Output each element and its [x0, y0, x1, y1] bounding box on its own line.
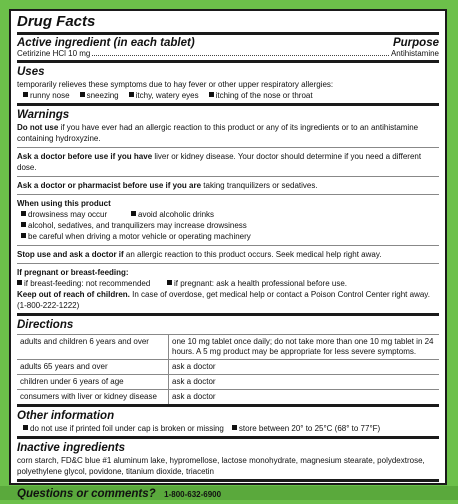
stop-use-text: [17, 245, 439, 263]
bullet-icon: [21, 233, 26, 238]
bullet-icon: [129, 92, 134, 97]
directions-heading: Directions: [17, 319, 74, 331]
directions-section: [17, 313, 439, 404]
bullet-icon: [209, 92, 214, 97]
list-item: drowsiness may occur: [28, 210, 108, 219]
bullet-icon: [23, 425, 28, 430]
bullet-icon: [232, 425, 237, 430]
questions-heading: Questions or comments?: [17, 488, 156, 500]
active-ingredient-heading: Active ingredient (in each tablet): [17, 37, 195, 49]
inactive-ingredients-heading: Inactive ingredients: [17, 442, 126, 454]
dosage-group: children under 6 years of age: [17, 375, 169, 390]
questions-section: [17, 479, 439, 504]
ask-pharmacist-body: taking tranquilizers or sedatives.: [201, 181, 318, 190]
keep-out-label: Keep out of reach of children.: [17, 290, 130, 299]
dosage-instruction: one 10 mg tablet once daily; do not take more than one 10 mg tablet in 24 hours. A 5 mg product may be appropriate for less severe symptoms.: [169, 335, 440, 360]
purpose-heading: Purpose: [392, 37, 439, 49]
bullet-icon: [167, 280, 172, 285]
ask-pharmacist-label: Ask a doctor or pharmacist before use if you are: [17, 181, 202, 190]
stop-use-label: Stop use and ask a doctor if: [17, 250, 124, 259]
table-row: [17, 335, 439, 360]
ask-doctor-text: [17, 147, 439, 176]
table-row: [17, 360, 439, 375]
do-not-use-label: Do not use: [17, 123, 59, 132]
inactive-ingredients-section: [17, 436, 439, 479]
ask-pharmacist-text: [17, 176, 439, 194]
bullet-icon: [131, 211, 136, 216]
list-item: if breast-feeding: not recommended: [24, 279, 151, 288]
other-information-section: [17, 404, 439, 436]
purpose-value: Antihistamine: [390, 49, 439, 58]
list-item: be careful when driving a motor vehicle or operating machinery: [28, 232, 251, 241]
bullet-icon: [17, 280, 22, 285]
stop-use-body: an allergic reaction to this product occurs. Seek medical help right away.: [123, 250, 382, 259]
dosage-instruction: ask a doctor: [169, 390, 440, 405]
list-item: if pregnant: ask a health professional before use.: [174, 279, 347, 288]
active-ingredient-name: Cetirizine HCl 10 mg: [17, 49, 91, 58]
list-item: do not use if printed foil under cap is broken or missing: [30, 424, 224, 433]
when-using-label: When using this product: [17, 199, 111, 208]
bullet-icon: [23, 92, 28, 97]
table-row: [17, 390, 439, 405]
drug-facts-title: Drug Facts: [17, 13, 96, 30]
list-item: itching of the nose or throat: [215, 91, 313, 100]
questions-phone: 1-800-632-6900: [164, 490, 222, 499]
do-not-use-body: if you have ever had an allergic reaction to this product or any of its ingredients or to an antihistamine containing hydroxyzine.: [17, 123, 419, 143]
keep-out-text: [17, 289, 439, 311]
uses-heading: Uses: [17, 66, 45, 78]
list-item: avoid alcoholic drinks: [138, 210, 215, 219]
list-item: runny nose: [30, 91, 70, 100]
other-information-heading: Other information: [17, 410, 115, 422]
dot-leader: [92, 55, 389, 56]
dosage-group: consumers with liver or kidney disease: [17, 390, 169, 405]
dosage-group: adults and children 6 years and over: [17, 335, 169, 360]
bullet-icon: [80, 92, 85, 97]
list-item: itchy, watery eyes: [135, 91, 199, 100]
inactive-ingredients-text: corn starch, FD&C blue #1 aluminum lake, hypromellose, lactose monohydrate, magnesium stearate, polydextrose, polyethylene glycol, povidone, titanium dioxide, triacetin: [17, 456, 425, 476]
do-not-use-text: [17, 122, 439, 147]
list-item: alcohol, sedatives, and tranquilizers may increase drowsiness: [28, 221, 247, 230]
pregnancy-block: [17, 263, 439, 313]
dosage-group: adults 65 years and over: [17, 360, 169, 375]
ask-doctor-body: liver or kidney disease. Your doctor should determine if you need a different dose.: [17, 152, 422, 172]
keep-out-body: In case of overdose, get medical help or contact a Poison Control Center right away. (1-800-222-1222): [17, 290, 430, 310]
bullet-icon: [21, 222, 26, 227]
uses-section: [17, 60, 439, 103]
directions-table: [17, 334, 439, 404]
bullet-icon: [21, 211, 26, 216]
uses-list: [17, 90, 439, 101]
warnings-section: [17, 103, 439, 313]
when-using-block: [17, 194, 439, 245]
table-row: [17, 375, 439, 390]
pregnancy-label: If pregnant or breast-feeding:: [17, 268, 129, 277]
warnings-heading: Warnings: [17, 109, 70, 121]
drug-facts-panel: [9, 9, 447, 500]
ask-doctor-label: Ask a doctor before use if you have: [17, 152, 153, 161]
list-item: sneezing: [86, 91, 119, 100]
dosage-instruction: ask a doctor: [169, 360, 440, 375]
uses-text: temporarily relieves these symptoms due to hay fever or other upper respiratory allergies:: [17, 80, 334, 89]
active-ingredient-section: [17, 32, 439, 58]
dosage-instruction: ask a doctor: [169, 375, 440, 390]
list-item: store between 20° to 25°C (68° to 77°F): [238, 424, 381, 433]
